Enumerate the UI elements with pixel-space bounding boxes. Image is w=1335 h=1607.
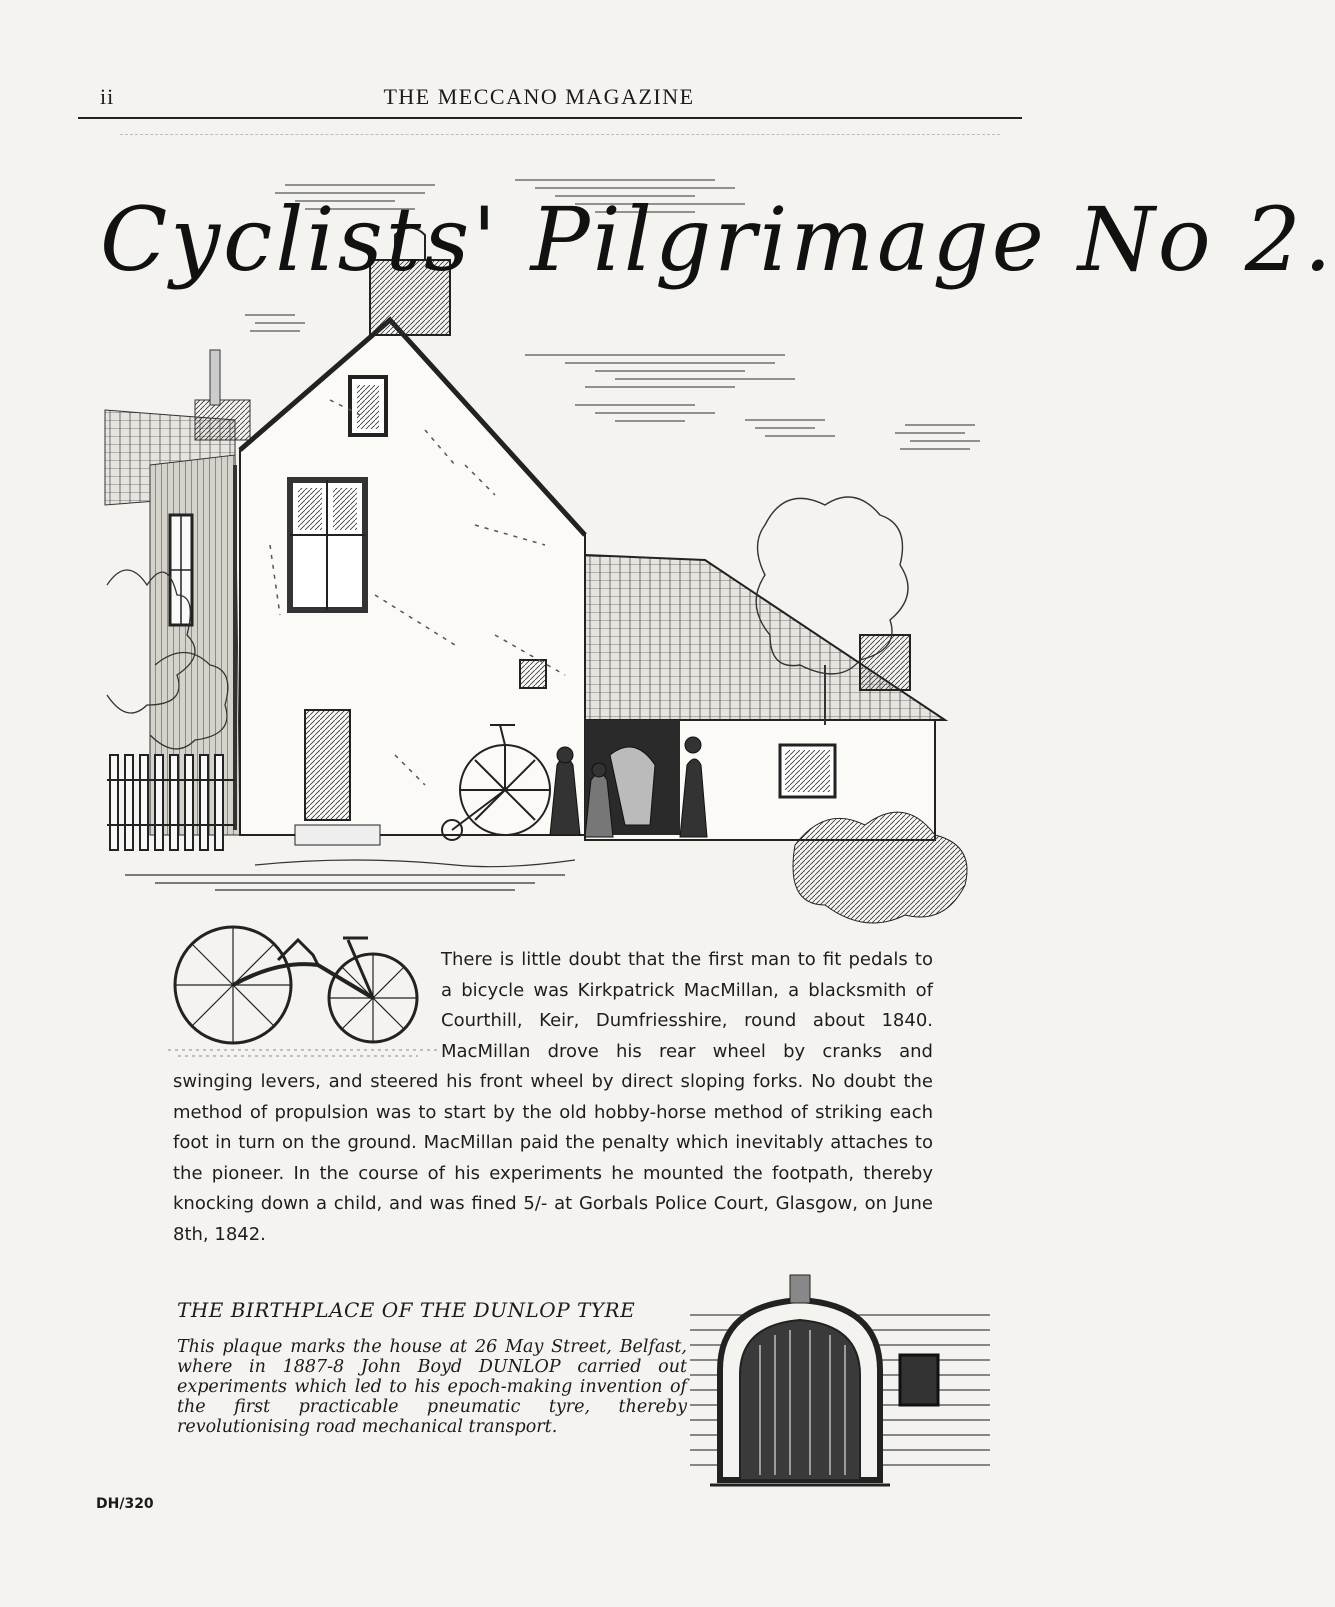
- catalogue-code: DH/320: [96, 1496, 154, 1512]
- bicycle-wrap-space: [173, 945, 441, 1065]
- dunlop-heading: THE BIRTHPLACE OF THE DUNLOP TYRE: [177, 1298, 636, 1322]
- article-text: [173, 945, 933, 1250]
- header-rule: [78, 117, 1022, 119]
- faint-rule: [120, 134, 1000, 135]
- dunlop-caption: This plaque marks the house at 26 May Street, Belfast, where in 1887-8 John Boyd DUNLOP carried out experiments which led to his epoch-making invention of the first practicable pneumatic tyre, thereby revolutionising road mechanical transport.: [177, 1337, 687, 1437]
- running-head: THE MECCANO MAGAZINE: [383, 84, 695, 109]
- article-body: There is little doubt that the first man to fit pedals to a bicycle was Kirkpatrick MacMillan, a blacksmith of Courthill, Keir, Dumfriesshire, round about 1840. MacMillan drove his rear wheel by cranks and swinging levers, and steered his front wheel by direct sloping forks. No doubt the method of propulsion was to start by the old hobby-horse method of striking each foot in turn on the ground. MacMillan paid the penalty which inevitably attaches to the pioneer. In the course of his experiments he mounted the footpath, thereby knocking down a child, and was fined 5/- at Gorbals Police Court, Glasgow, on June 8th, 1842.: [173, 949, 933, 1245]
- archway-illustration: [690, 1275, 990, 1500]
- feature-title: Cyclists' Pilgrimage No 2.: [100, 188, 1335, 291]
- page-number: ii: [100, 84, 115, 109]
